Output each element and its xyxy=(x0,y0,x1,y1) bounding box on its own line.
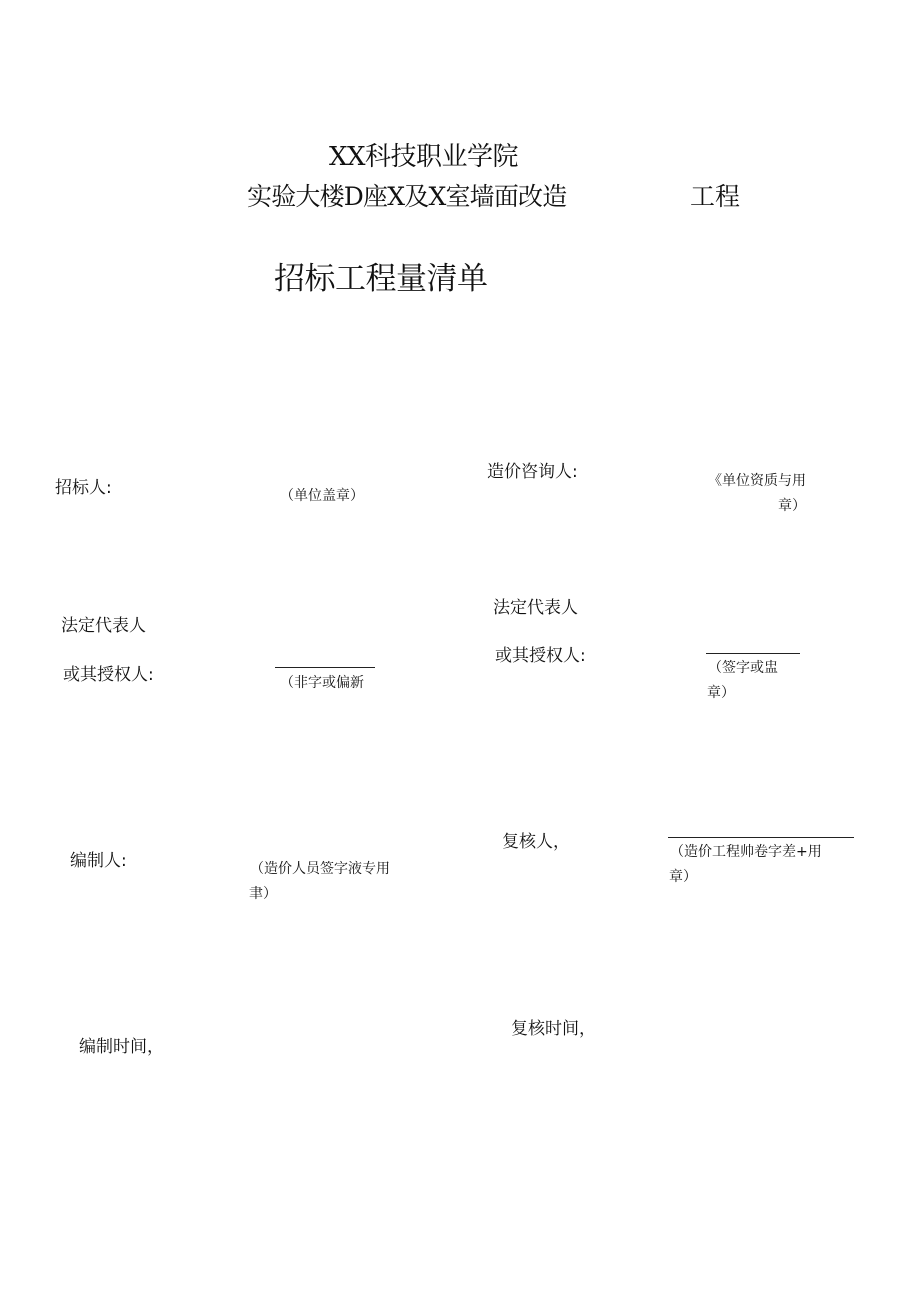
left-legal-rep-label-line1: 法定代表人 xyxy=(61,616,146,636)
review-time-label: 复核时间， xyxy=(511,1019,596,1039)
project-name: 实验大楼D座X及X室墙面改造 xyxy=(247,182,567,211)
right-legal-rep-note-line2: 章） xyxy=(707,685,735,701)
project-suffix: 工程 xyxy=(690,182,741,211)
right-legal-rep-label-line2: 或其授权人: xyxy=(495,646,586,666)
compiler-note-line2: 聿） xyxy=(249,886,277,902)
right-legal-rep-label-line1: 法定代表人 xyxy=(493,598,578,618)
consultant-note-line1: 《单位资质与用 xyxy=(708,473,806,489)
consultant-label: 造价咨询人: xyxy=(487,462,578,482)
tenderer-label: 招标人: xyxy=(55,478,112,498)
compiler-label: 编制人: xyxy=(70,851,127,871)
tenderer-seal-note: （单位盖章） xyxy=(280,488,364,504)
left-legal-rep-note: （非字或偏新 xyxy=(280,675,364,691)
left-legal-rep-signature-line xyxy=(275,667,375,668)
compile-time-label: 编制时间， xyxy=(79,1037,164,1057)
document-title: 招标工程量清单 xyxy=(274,261,488,297)
reviewer-label: 复核人， xyxy=(502,832,570,852)
consultant-note-line2: 章） xyxy=(778,498,806,514)
reviewer-note-line2: 章） xyxy=(669,869,697,885)
right-legal-rep-signature-line xyxy=(706,653,800,654)
school-name: XX科技职业学院 xyxy=(329,142,519,172)
compiler-note-line1: （造价人员签字液专用 xyxy=(250,861,390,877)
reviewer-signature-line xyxy=(668,837,854,838)
left-legal-rep-label-line2: 或其授权人: xyxy=(63,665,154,685)
right-legal-rep-note-line1: （签字或盅 xyxy=(708,660,778,676)
reviewer-note-line1: （造价工程帅卷字差+用 xyxy=(670,844,822,860)
